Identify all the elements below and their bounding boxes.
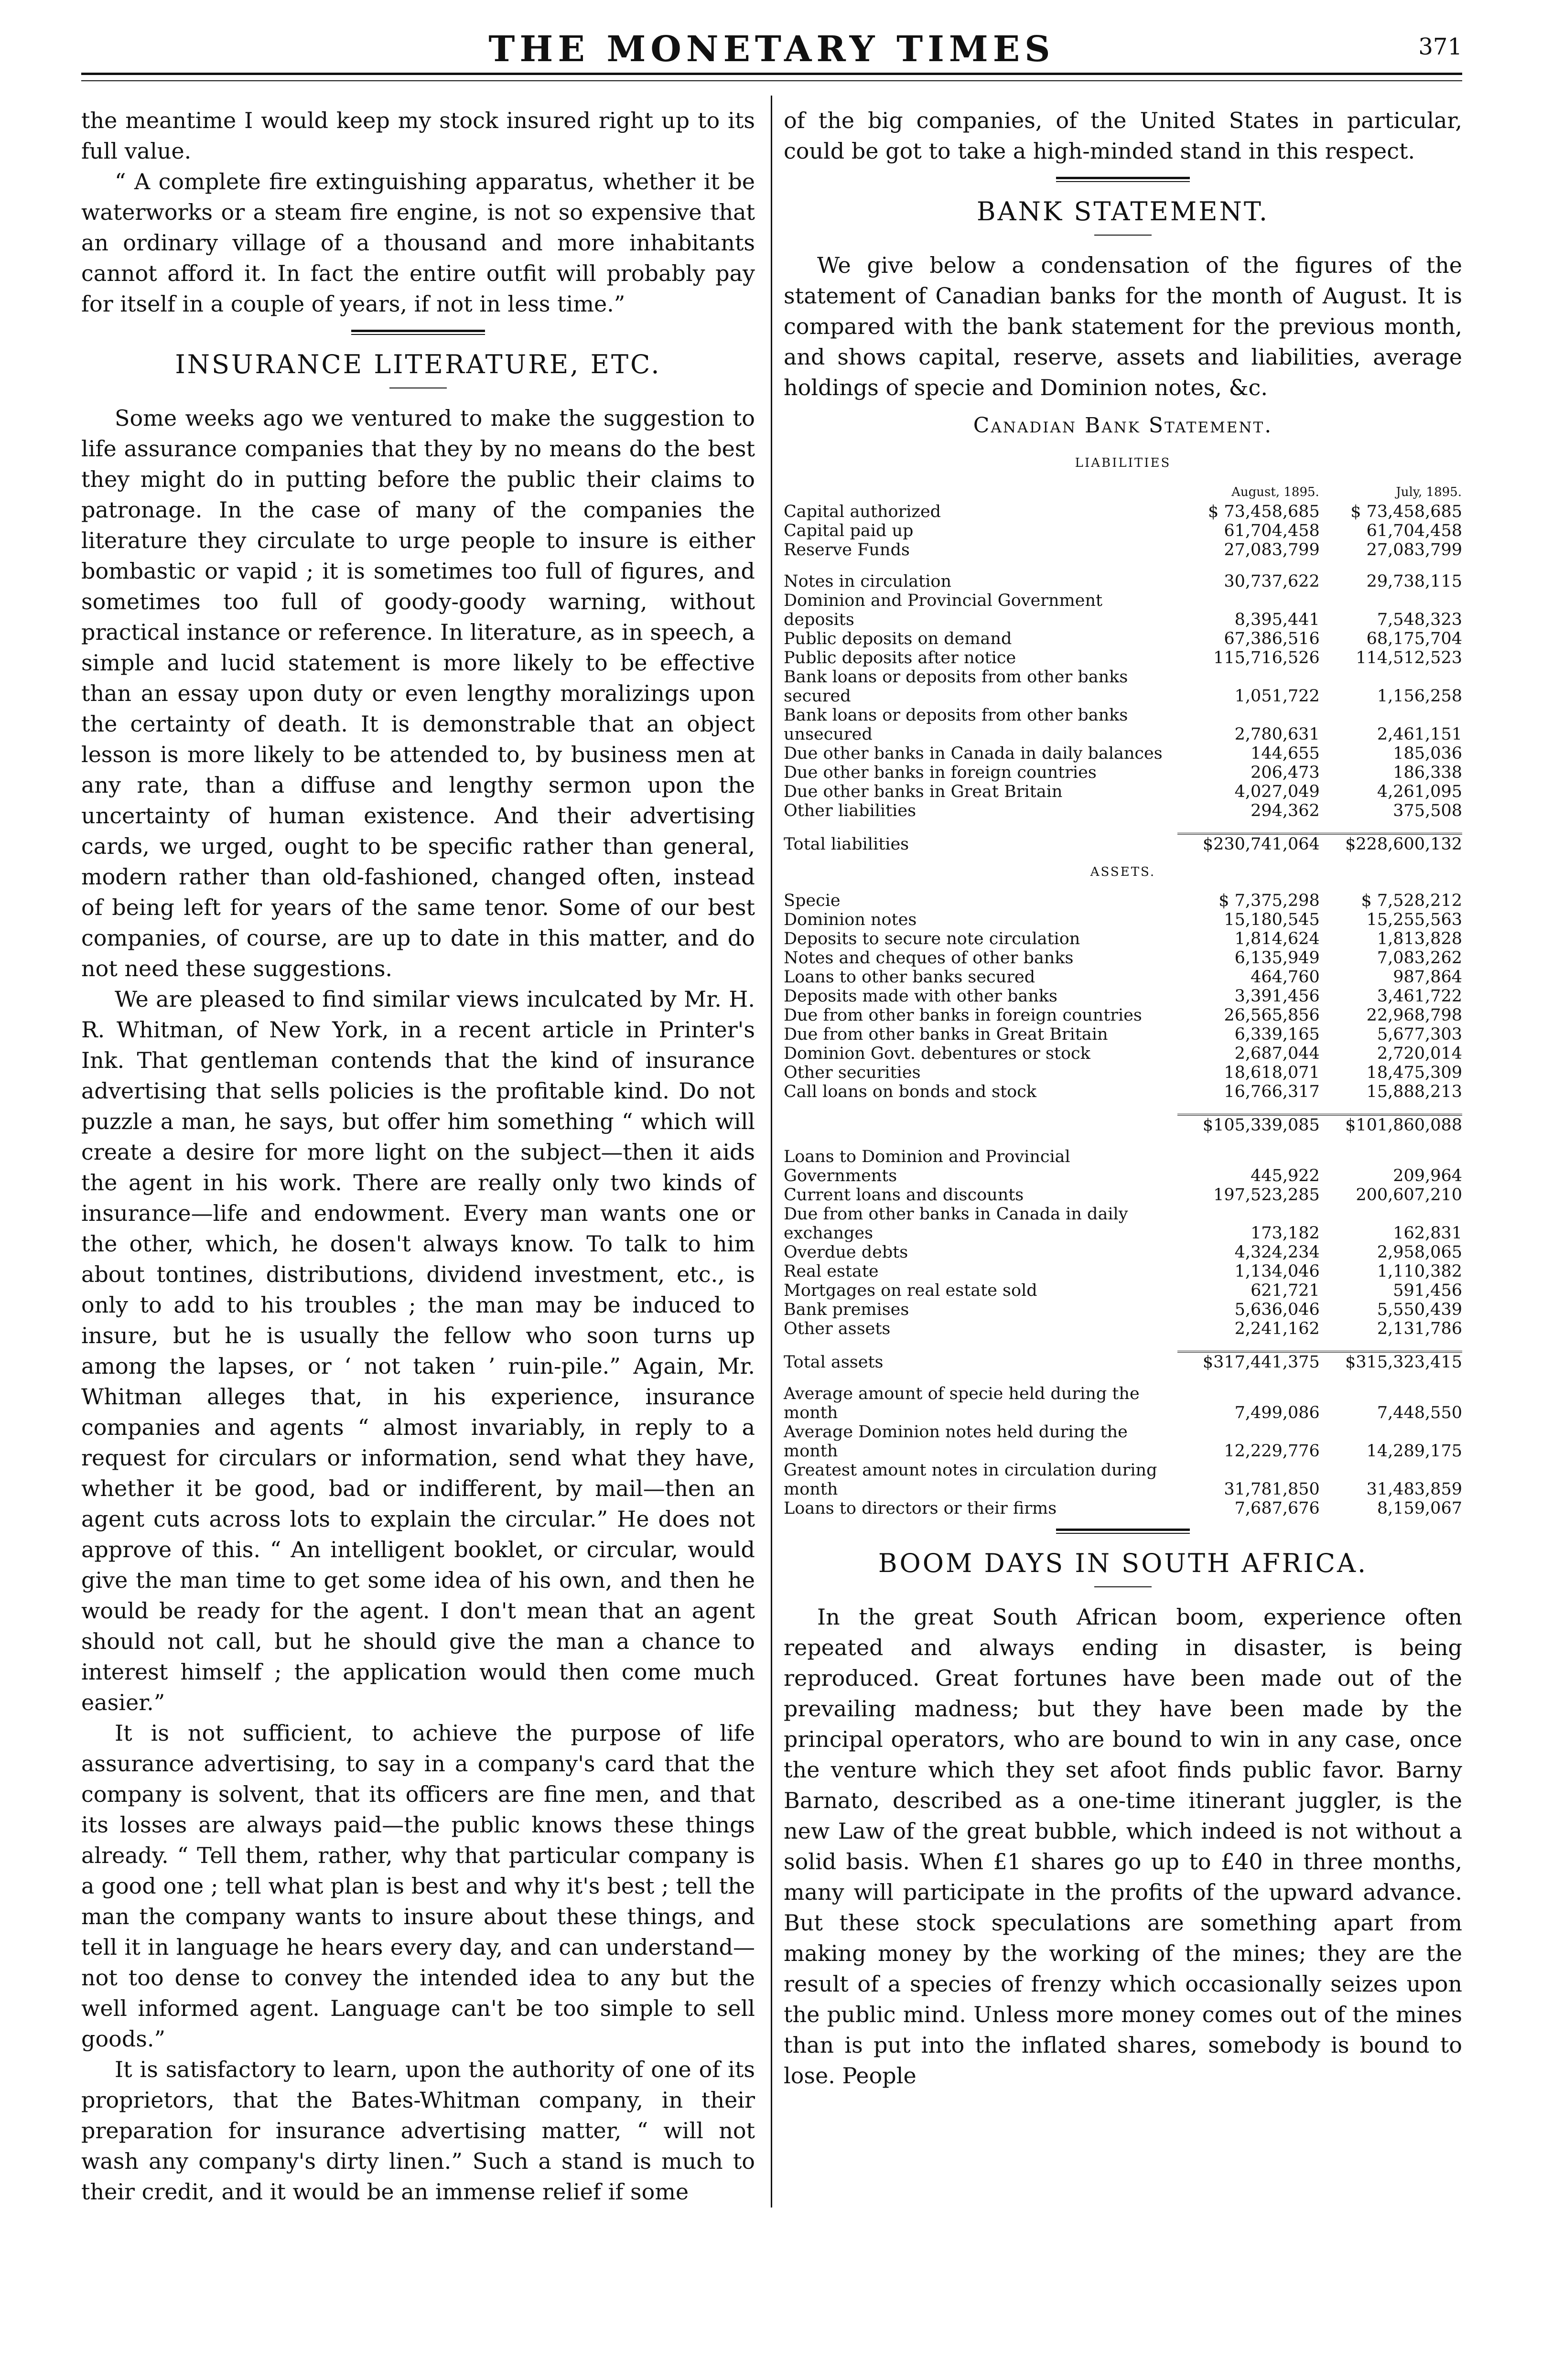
row-label: Real estate xyxy=(784,1262,879,1281)
table-row xyxy=(784,706,1462,744)
row-label: Overdue debts xyxy=(784,1243,908,1262)
row-label: Capital paid up xyxy=(784,521,914,540)
value-july: 987,864 xyxy=(1393,968,1462,987)
row-label: Average amount of specie held during the month xyxy=(784,1384,1140,1422)
value-august: 464,760 xyxy=(1251,968,1320,987)
heading-bank-statement: BANK STATEMENT. xyxy=(976,196,1270,226)
value-august: 15,180,545 xyxy=(1224,910,1320,929)
table-row xyxy=(784,591,1462,629)
value-august: 61,704,458 xyxy=(1224,521,1320,540)
masthead-rule-thin xyxy=(81,80,1462,81)
row-label: Dominion notes xyxy=(784,910,917,929)
table-row xyxy=(784,1300,1462,1319)
assets-label: ASSETS. xyxy=(1090,865,1156,879)
table-row xyxy=(784,1499,1462,1518)
table-row xyxy=(784,1319,1462,1338)
value-august: 7,499,086 xyxy=(1234,1403,1320,1422)
section-rule xyxy=(1056,177,1190,182)
row-label: Call loans on bonds and stock xyxy=(784,1082,1037,1101)
table-row xyxy=(784,1147,1462,1185)
row-label: Dominion Govt. debentures or stock xyxy=(784,1044,1090,1063)
row-label: Loans to other banks secured xyxy=(784,968,1035,987)
value-august: 197,523,285 xyxy=(1213,1185,1320,1205)
value-july: $ 7,528,212 xyxy=(1361,891,1462,910)
value-july: 7,083,262 xyxy=(1377,948,1462,968)
row-label: Specie xyxy=(784,891,841,910)
value-july: 375,508 xyxy=(1393,801,1462,820)
value-august: 144,655 xyxy=(1251,744,1320,763)
paragraph: of the big companies, of the United States in particular, could be got to take a high-minded stand in this respect. xyxy=(784,108,1462,164)
masthead xyxy=(81,19,1462,72)
value-july: $101,860,088 xyxy=(1320,1115,1462,1135)
row-label: Loans to Dominion and Provincial Governments xyxy=(784,1147,1070,1185)
row-label: Bank premises xyxy=(784,1300,909,1319)
row-spacer xyxy=(784,560,1462,572)
paragraph: It is not sufficient, to achieve the purpose of life assurance advertising, to say in a company's card that the company is solvent, that its officers are fine men, and that its losses are always paid—the public knows these things already. “ Tell them, rather, why that particular company is a good one ; tell what plan is best and why it's best ; tell the man the company wants to insure about these things, and tell it in language he hears every day, and can understand—not too dense to convey the intended idea to any but the well informed agent. Language can't be too simple to sell goods.” xyxy=(81,1720,755,2052)
table-row xyxy=(784,1281,1462,1300)
row-label: Capital authorized xyxy=(784,502,941,521)
value-august: 16,766,317 xyxy=(1224,1082,1320,1101)
row-label: Deposits made with other banks xyxy=(784,987,1057,1006)
value-august: 27,083,799 xyxy=(1224,540,1320,560)
table-row xyxy=(784,929,1462,948)
value-july: 68,175,704 xyxy=(1366,629,1462,648)
value-july: 8,159,067 xyxy=(1377,1499,1462,1518)
value-august: 1,051,722 xyxy=(1234,687,1320,706)
section-rule xyxy=(351,330,485,335)
value-july: $228,600,132 xyxy=(1320,834,1462,854)
table-row xyxy=(784,948,1462,968)
value-august: 5,636,046 xyxy=(1234,1300,1320,1319)
value-july: 209,964 xyxy=(1393,1166,1462,1185)
row-label: Due other banks in foreign countries xyxy=(784,763,1097,782)
row-label: Other liabilities xyxy=(784,801,917,820)
short-rule xyxy=(1094,235,1152,236)
heading-boom-days: BOOM DAYS IN SOUTH AFRICA. xyxy=(878,1548,1368,1578)
value-august: 7,687,676 xyxy=(1234,1499,1320,1518)
row-label: Notes in circulation xyxy=(784,572,952,591)
table-row xyxy=(784,744,1462,763)
row-label: Average Dominion notes held during the month xyxy=(784,1422,1128,1461)
row-label: Due other banks in Great Britain xyxy=(784,782,1063,801)
value-july: 29,738,115 xyxy=(1366,572,1462,591)
masthead-rule xyxy=(81,73,1462,75)
value-august: 8,395,441 xyxy=(1234,610,1320,629)
value-july: 162,831 xyxy=(1393,1224,1462,1243)
row-label: Due from other banks in Canada in daily exchanges xyxy=(784,1205,1128,1243)
value-july: 31,483,859 xyxy=(1366,1480,1462,1499)
value-july: $ 73,458,685 xyxy=(1350,502,1462,521)
value-august: 115,716,526 xyxy=(1213,648,1320,668)
col-header-august: August, 1895. xyxy=(1231,485,1319,499)
table-row xyxy=(784,540,1462,560)
table-row xyxy=(784,834,1462,854)
table-row xyxy=(784,1185,1462,1205)
row-label xyxy=(784,1115,1177,1135)
table-row xyxy=(784,968,1462,987)
table-row xyxy=(784,1422,1462,1461)
value-august: $ 7,375,298 xyxy=(1219,891,1320,910)
table-row xyxy=(784,1243,1462,1262)
value-august: 1,134,046 xyxy=(1234,1262,1320,1281)
row-label: Current loans and discounts xyxy=(784,1185,1024,1205)
value-july: 5,677,303 xyxy=(1377,1025,1462,1044)
table-row xyxy=(784,782,1462,801)
row-label: Public deposits after notice xyxy=(784,648,1016,668)
value-july: 7,448,550 xyxy=(1377,1403,1462,1422)
value-august: $ 73,458,685 xyxy=(1208,502,1320,521)
row-label: Notes and cheques of other banks xyxy=(784,948,1074,968)
value-august: 294,362 xyxy=(1251,801,1320,820)
paragraph: In the great South African boom, experience often repeated and always ending in disaster, is being reproduced. Great fortunes have been made out of the prevailing madness; but they have been made by the principal operators, who are bound to win in any case, once the venture which they set afoot finds public favor. Barny Barnato, described as a one-time itinerant juggler, is the new Law of the great bubble, which indeed is not without a solid basis. When £1 shares go up to £40 in three months, many will participate in the profits of the upward advance. But these stock speculations are something apart from making money by the working of the mines; they are the result of a species of frenzy which occasionally seizes upon the public mind. Unless more money comes out of the mines than is put into the inflated shares, somebody is bound to lose. People xyxy=(784,1604,1462,2089)
table-row xyxy=(784,910,1462,929)
row-label: Dominion and Provincial Government deposits xyxy=(784,591,1103,629)
table-row xyxy=(784,891,1462,910)
value-august: 18,618,071 xyxy=(1224,1063,1320,1082)
value-august: 30,737,622 xyxy=(1224,572,1320,591)
value-july: 1,813,828 xyxy=(1377,929,1462,948)
value-august: 173,182 xyxy=(1251,1224,1320,1243)
table-row xyxy=(784,801,1462,820)
table-row xyxy=(784,521,1462,540)
paragraph: We are pleased to find similar views inculcated by Mr. H. R. Whitman, of New York, in a recent article in Printer's Ink. That gentleman contends that the kind of insurance advertising that sells policies is the profitable kind. Do not puzzle a man, he says, but offer him something “ which will create a desire for more light on the subject—then it aids the agent in his work. There are really only two kinds of insurance—life and endowment. Every man wants one or the other, which, he dosen't always know. To talk to him about tontines, distributions, dividend investment, etc., is only to add to his troubles ; the man may be induced to insure, but he is usually the fellow who soon turns up among the lapses, or ‘ not taken ’ ruin-pile.” Again, Mr. Whitman alleges that, in his experience, insurance companies and agents “ almost invariably, in reply to a request for circulars or information, send what they have, whether it be good, bad or indifferent, by mail—then an agent cuts across lots to explain the circular.” He does not approve of this. “ An intelligent booklet, or circular, would give the man time to get some idea of his own, and then he would be ready for the agent. I don't mean that an agent should not call, but he should give the man a chance to interest himself ; the application would then come much easier.” xyxy=(81,986,755,1715)
table-row xyxy=(784,648,1462,668)
row-label: Total liabilities xyxy=(784,835,909,854)
row-label: Total assets xyxy=(784,1353,884,1372)
value-august: 3,391,456 xyxy=(1234,987,1320,1006)
value-july: 2,461,151 xyxy=(1377,725,1462,744)
value-august: 2,241,162 xyxy=(1234,1319,1320,1338)
value-august: 206,473 xyxy=(1251,763,1320,782)
paragraph: the meantime I would keep my stock insured right up to its full value. xyxy=(81,108,755,164)
value-july: 591,456 xyxy=(1393,1281,1462,1300)
table-row xyxy=(784,763,1462,782)
section-rule xyxy=(1056,1529,1190,1534)
assets-table xyxy=(784,891,1462,1518)
value-july: 5,550,439 xyxy=(1377,1300,1462,1319)
table-row xyxy=(784,1205,1462,1243)
table-row xyxy=(784,1262,1462,1281)
table-row xyxy=(784,502,1462,521)
value-august: 621,721 xyxy=(1251,1281,1320,1300)
value-july: 2,720,014 xyxy=(1377,1044,1462,1063)
value-august: 445,922 xyxy=(1251,1166,1320,1185)
table-row xyxy=(784,572,1462,591)
value-august: $317,441,375 xyxy=(1177,1352,1320,1372)
row-label: Loans to directors or their firms xyxy=(784,1499,1057,1518)
value-july: 61,704,458 xyxy=(1366,521,1462,540)
heading-insurance-literature: INSURANCE LITERATURE, ETC. xyxy=(175,349,661,379)
table-row xyxy=(784,1461,1462,1499)
table-row xyxy=(784,1384,1462,1422)
row-label: Due from other banks in foreign countries xyxy=(784,1006,1142,1025)
row-spacer xyxy=(784,1101,1462,1115)
value-july: 15,255,563 xyxy=(1366,910,1462,929)
row-spacer xyxy=(784,820,1462,834)
paragraph: We give below a condensation of the figures of the statement of Canadian banks for the month of August. It is compared with the bank statement for the previous month, and shows capital, reserve, assets and liabilities, average holdings of specie and Dominion notes, &c. xyxy=(784,252,1462,400)
row-label: Bank loans or deposits from other banks unsecured xyxy=(784,706,1128,744)
paragraph: “ A complete fire extinguishing apparatus, whether it be waterworks or a steam fire engine, is not so expensive that an ordinary village of a thousand and more inhabitants cannot afford it. In fact the entire outfit will probably pay for itself in a couple of years, if not in less time.” xyxy=(81,169,755,317)
value-august: 2,687,044 xyxy=(1234,1044,1320,1063)
col-header-july: July, 1895. xyxy=(1396,485,1462,499)
value-july: 14,289,175 xyxy=(1366,1442,1462,1461)
row-label: Greatest amount notes in circulation during month xyxy=(784,1461,1157,1499)
value-july: 7,548,323 xyxy=(1377,610,1462,629)
row-spacer xyxy=(784,1372,1462,1384)
table-row xyxy=(784,1063,1462,1082)
value-july: 1,110,382 xyxy=(1377,1262,1462,1281)
value-august: 67,386,516 xyxy=(1224,629,1320,648)
row-spacer xyxy=(784,1135,1462,1147)
row-label: Bank loans or deposits from other banks secured xyxy=(784,668,1128,706)
table-row xyxy=(784,1025,1462,1044)
value-july: 27,083,799 xyxy=(1366,540,1462,560)
value-july: 18,475,309 xyxy=(1366,1063,1462,1082)
value-july: 185,036 xyxy=(1393,744,1462,763)
table-row xyxy=(784,629,1462,648)
value-july: $315,323,415 xyxy=(1320,1352,1462,1372)
row-label: Reserve Funds xyxy=(784,540,910,560)
liabilities-table xyxy=(784,482,1462,854)
value-july: 22,968,798 xyxy=(1366,1006,1462,1025)
value-august: $230,741,064 xyxy=(1177,834,1320,854)
table-row xyxy=(784,1352,1462,1372)
row-label: Other securities xyxy=(784,1063,921,1082)
table-row xyxy=(784,668,1462,706)
row-label: Other assets xyxy=(784,1319,891,1338)
newspaper-title: THE MONETARY TIMES xyxy=(488,29,1055,70)
left-column xyxy=(81,105,755,2207)
table-row xyxy=(784,1006,1462,1025)
value-august: 1,814,624 xyxy=(1234,929,1320,948)
right-column xyxy=(784,105,1462,2091)
value-july: 186,338 xyxy=(1393,763,1462,782)
value-august: 2,780,631 xyxy=(1234,725,1320,744)
table-title: Canadian Bank Statement. xyxy=(973,413,1273,438)
short-rule xyxy=(1094,1586,1152,1587)
table-row xyxy=(784,987,1462,1006)
value-july: 2,958,065 xyxy=(1377,1243,1462,1262)
value-july: 4,261,095 xyxy=(1377,782,1462,801)
row-spacer xyxy=(784,1338,1462,1352)
row-label: Mortgages on real estate sold xyxy=(784,1281,1037,1300)
page-number: 371 xyxy=(1418,33,1462,60)
table-row xyxy=(784,1044,1462,1063)
value-august: 4,027,049 xyxy=(1234,782,1320,801)
value-july: 200,607,210 xyxy=(1356,1185,1462,1205)
column-divider xyxy=(771,96,772,2208)
table-row xyxy=(784,1115,1462,1135)
value-july: 1,156,258 xyxy=(1377,687,1462,706)
paragraph: It is satisfactory to learn, upon the authority of one of its proprietors, that the Bates-Whitman company, in their preparation for insurance advertising matter, “ will not wash any company's dirty linen.” Such a stand is much to their credit, and it would be an immense relief if some xyxy=(81,2057,755,2205)
value-august: 12,229,776 xyxy=(1224,1442,1320,1461)
value-july: 3,461,722 xyxy=(1377,987,1462,1006)
row-label: Due other banks in Canada in daily balances xyxy=(784,744,1163,763)
value-july: 15,888,213 xyxy=(1366,1082,1462,1101)
paragraph: Some weeks ago we ventured to make the suggestion to life assurance companies that they by no means do the best they might do in putting before the public their claims to patronage. In the case of many of the companies the literature they circulate to urge people to insure is either bombastic or vapid ; it is sometimes too full of figures, and sometimes too full of goody-goody warning, without practical instance or reference. In literature, as in speech, a simple and lucid statement is more likely to be effective than an essay upon duty or even lengthy moralizings upon the certainty of death. It is demonstrable that an object lesson is more likely to be attended to, by business men at any rate, than a diffuse and lengthy sermon upon the uncertainty of human existence. And their advertising cards, we urged, ought to be specific rather than general, modern rather than old-fashioned, changed often, instead of being left for years of the same tenor. Some of our best companies, of course, are up to date in this matter, and do not need these suggestions. xyxy=(81,405,755,981)
liabilities-label: LIABILITIES xyxy=(1075,456,1171,470)
table-row xyxy=(784,1082,1462,1101)
value-august: $105,339,085 xyxy=(1177,1115,1320,1135)
row-label: Due from other banks in Great Britain xyxy=(784,1025,1108,1044)
row-label: Deposits to secure note circulation xyxy=(784,929,1080,948)
value-august: 6,135,949 xyxy=(1234,948,1320,968)
value-august: 26,565,856 xyxy=(1224,1006,1320,1025)
value-july: 2,131,786 xyxy=(1377,1319,1462,1338)
value-august: 4,324,234 xyxy=(1234,1243,1320,1262)
row-label: Public deposits on demand xyxy=(784,629,1012,648)
value-july: 114,512,523 xyxy=(1356,648,1462,668)
value-august: 6,339,165 xyxy=(1234,1025,1320,1044)
value-august: 31,781,850 xyxy=(1224,1480,1320,1499)
